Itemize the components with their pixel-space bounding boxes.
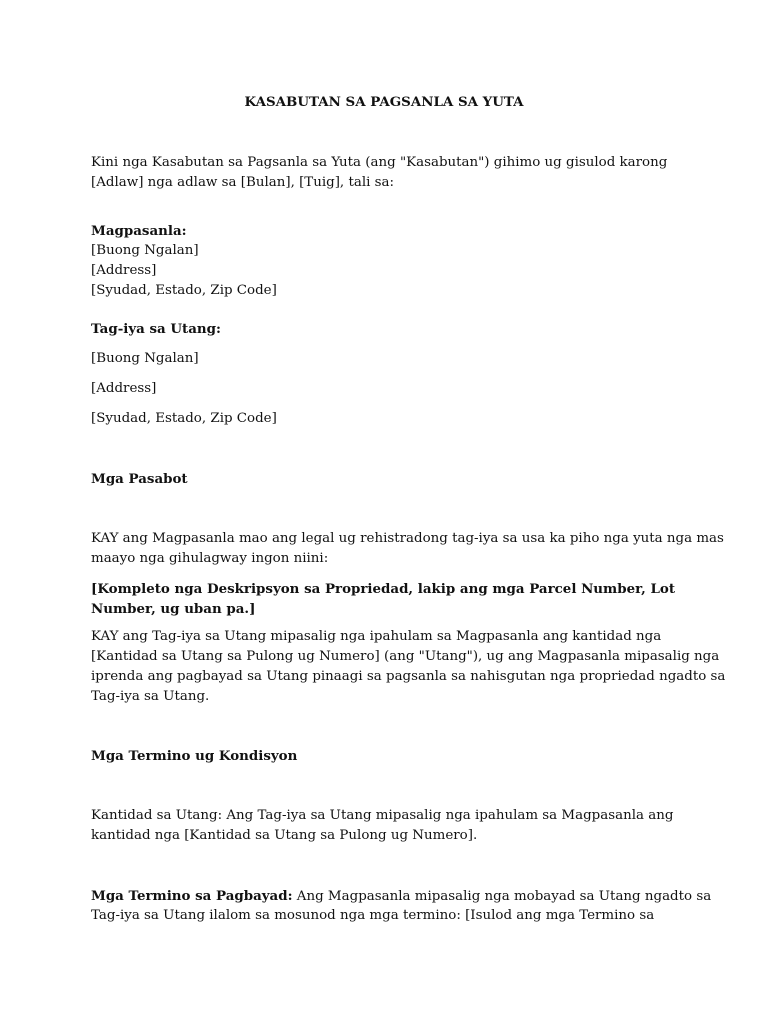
lender-label: Tag-iya sa Utang: (91, 321, 221, 337)
terms-heading: Mga Termino ug Kondisyon (91, 748, 298, 764)
document-title: KASABUTAN SA PAGSANLA SA YUTA (244, 94, 524, 110)
whereas2-line-3: iprenda ang pagbayad sa Utang pinaagi sa pagsanla sa nahisgutan nga propriedad ngadto sa (91, 669, 726, 684)
mortgagor-city: [Syudad, Estado, Zip Code] (91, 283, 277, 298)
whereas2-line-1: KAY ang Tag-iya sa Utang mipasalig nga ipahulam sa Magpasanla ang kantidad nga (91, 629, 662, 644)
loan-amount-line-1: Kantidad sa Utang: Ang Tag-iya sa Utang mipasalig nga ipahulam sa Magpasanla ang (91, 808, 674, 823)
lender-city: [Syudad, Estado, Zip Code] (91, 411, 277, 426)
lender-name: [Buong Ngalan] (91, 351, 199, 366)
definitions-heading: Mga Pasabot (91, 471, 188, 487)
property-description-line-1: [Kompleto nga Deskripsyon sa Propriedad, lakip ang mga Parcel Number, Lot (91, 581, 676, 597)
whereas1-line-1: KAY ang Magpasanla mao ang legal ug rehistradong tag-iya sa usa ka piho nga yuta nga mas (91, 531, 724, 546)
whereas2-line-4: Tag-iya sa Utang. (91, 689, 210, 704)
payment-terms-label: Mga Termino sa Pagbayad: (91, 888, 293, 904)
intro-line-2: [Adlaw] nga adlaw sa [Bulan], [Tuig], tali sa: (91, 175, 395, 190)
mortgagor-address: [Address] (91, 263, 157, 278)
loan-amount-line-2: kantidad nga [Kantidad sa Utang sa Pulong ug Numero]. (91, 828, 478, 843)
lender-address: [Address] (91, 381, 157, 396)
whereas2-line-2: [Kantidad sa Utang sa Pulong ug Numero] (ang "Utang"), ug ang Magpasanla mipasalig nga (91, 649, 720, 664)
payment-terms-text: Ang Magpasanla mipasalig nga mobayad sa Utang ngadto sa (292, 889, 712, 904)
payment-terms-line-2: Tag-iya sa Utang ilalom sa mosunod nga mga termino: [Isulod ang mga Termino sa (91, 908, 655, 923)
mortgagor-name: [Buong Ngalan] (91, 243, 199, 258)
payment-terms-line-1 (91, 886, 711, 907)
mortgagor-label: Magpasanla: (91, 223, 187, 239)
intro-line-1: Kini nga Kasabutan sa Pagsanla sa Yuta (ang "Kasabutan") gihimo ug gisulod karong (91, 155, 668, 170)
whereas1-line-2: maayo nga gihulagway ingon niini: (91, 551, 329, 566)
property-description-line-2: Number, ug uban pa.] (91, 601, 256, 617)
